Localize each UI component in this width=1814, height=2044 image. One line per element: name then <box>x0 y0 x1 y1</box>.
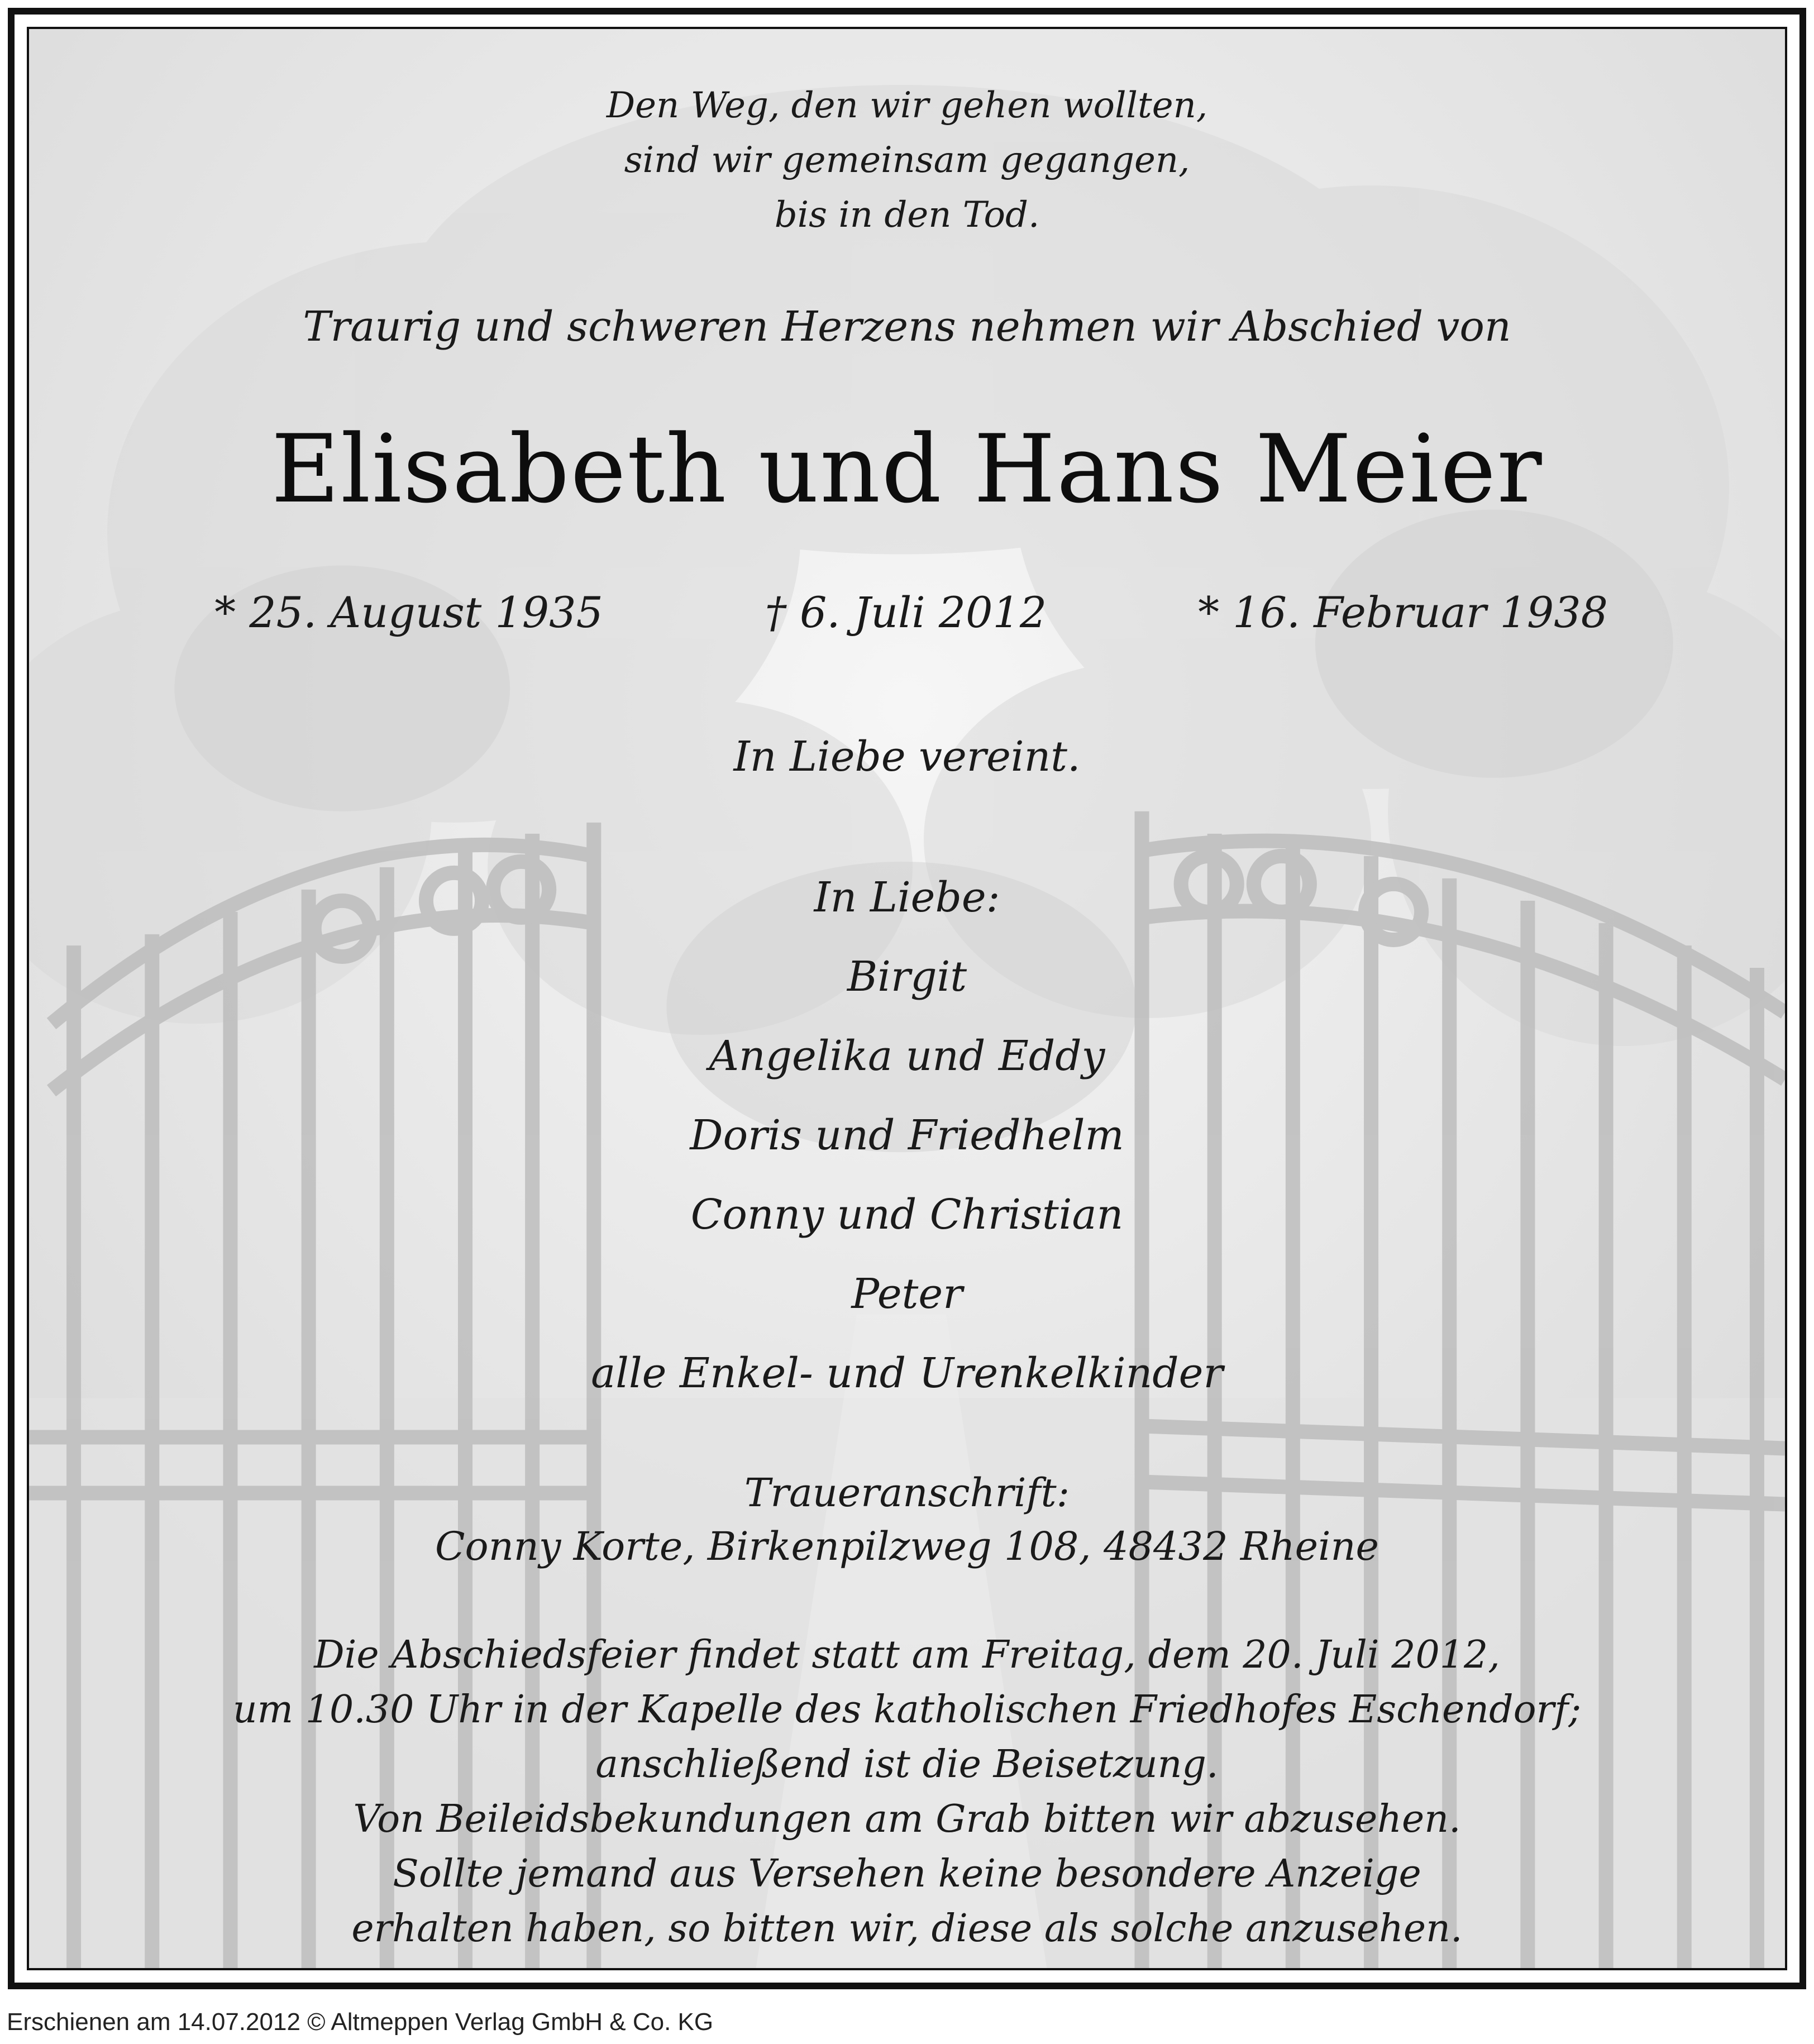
service-info-line: Von Beileidsbekundungen am Grab bitten wir abzusehen. <box>353 1797 1461 1841</box>
motto-line-3: bis in den Tod. <box>774 194 1040 236</box>
death-date: † 6. Juli 2012 <box>765 588 1047 637</box>
family-heading: In Liebe: <box>814 873 1000 921</box>
mourning-address: Conny Korte, Birkenpilzweg 108, 48432 Rheine <box>435 1524 1379 1569</box>
obituary-frame-outer <box>8 8 1806 1989</box>
birth-date-hans: * 16. Februar 1938 <box>1198 588 1608 637</box>
mourning-address-label: Traueranschrift: <box>744 1470 1070 1516</box>
family-member: Peter <box>851 1270 963 1318</box>
family-member: Birgit <box>847 953 967 1001</box>
united-in-love-text: In Liebe vereint. <box>733 733 1081 781</box>
birth-date-elisabeth: * 25. August 1935 <box>214 588 603 637</box>
family-member: Doris und Friedhelm <box>690 1111 1124 1159</box>
motto-line-1: Den Weg, den wir gehen wollten, <box>606 85 1208 126</box>
service-info-line: erhalten haben, so bitten wir, diese als solche anzusehen. <box>351 1907 1463 1951</box>
publication-footer: Erschienen am 14.07.2012 © Altmeppen Verlag GmbH & Co. KG <box>7 2008 714 2036</box>
deceased-names: Elisabeth und Hans Meier <box>271 414 1543 524</box>
service-info-line: Sollte jemand aus Versehen keine besondere Anzeige <box>393 1852 1421 1896</box>
obituary-content <box>29 29 1785 1968</box>
motto-line-2: sind wir gemeinsam gegangen, <box>624 140 1190 181</box>
family-member: Angelika und Eddy <box>709 1032 1105 1080</box>
service-info-line: um 10.30 Uhr in der Kapelle des katholischen Friedhofes Eschendorf; <box>232 1688 1582 1732</box>
service-info-line: Die Abschiedsfeier findet statt am Freitag, dem 20. Juli 2012, <box>314 1633 1500 1677</box>
family-member: Conny und Christian <box>690 1191 1124 1239</box>
service-info-line: anschließend ist die Beisetzung. <box>595 1742 1219 1787</box>
obituary-frame-inner <box>27 27 1787 1970</box>
farewell-lead-text: Traurig und schweren Herzens nehmen wir Abschied von <box>303 303 1511 351</box>
family-member: alle Enkel- und Urenkelkinder <box>591 1349 1223 1397</box>
